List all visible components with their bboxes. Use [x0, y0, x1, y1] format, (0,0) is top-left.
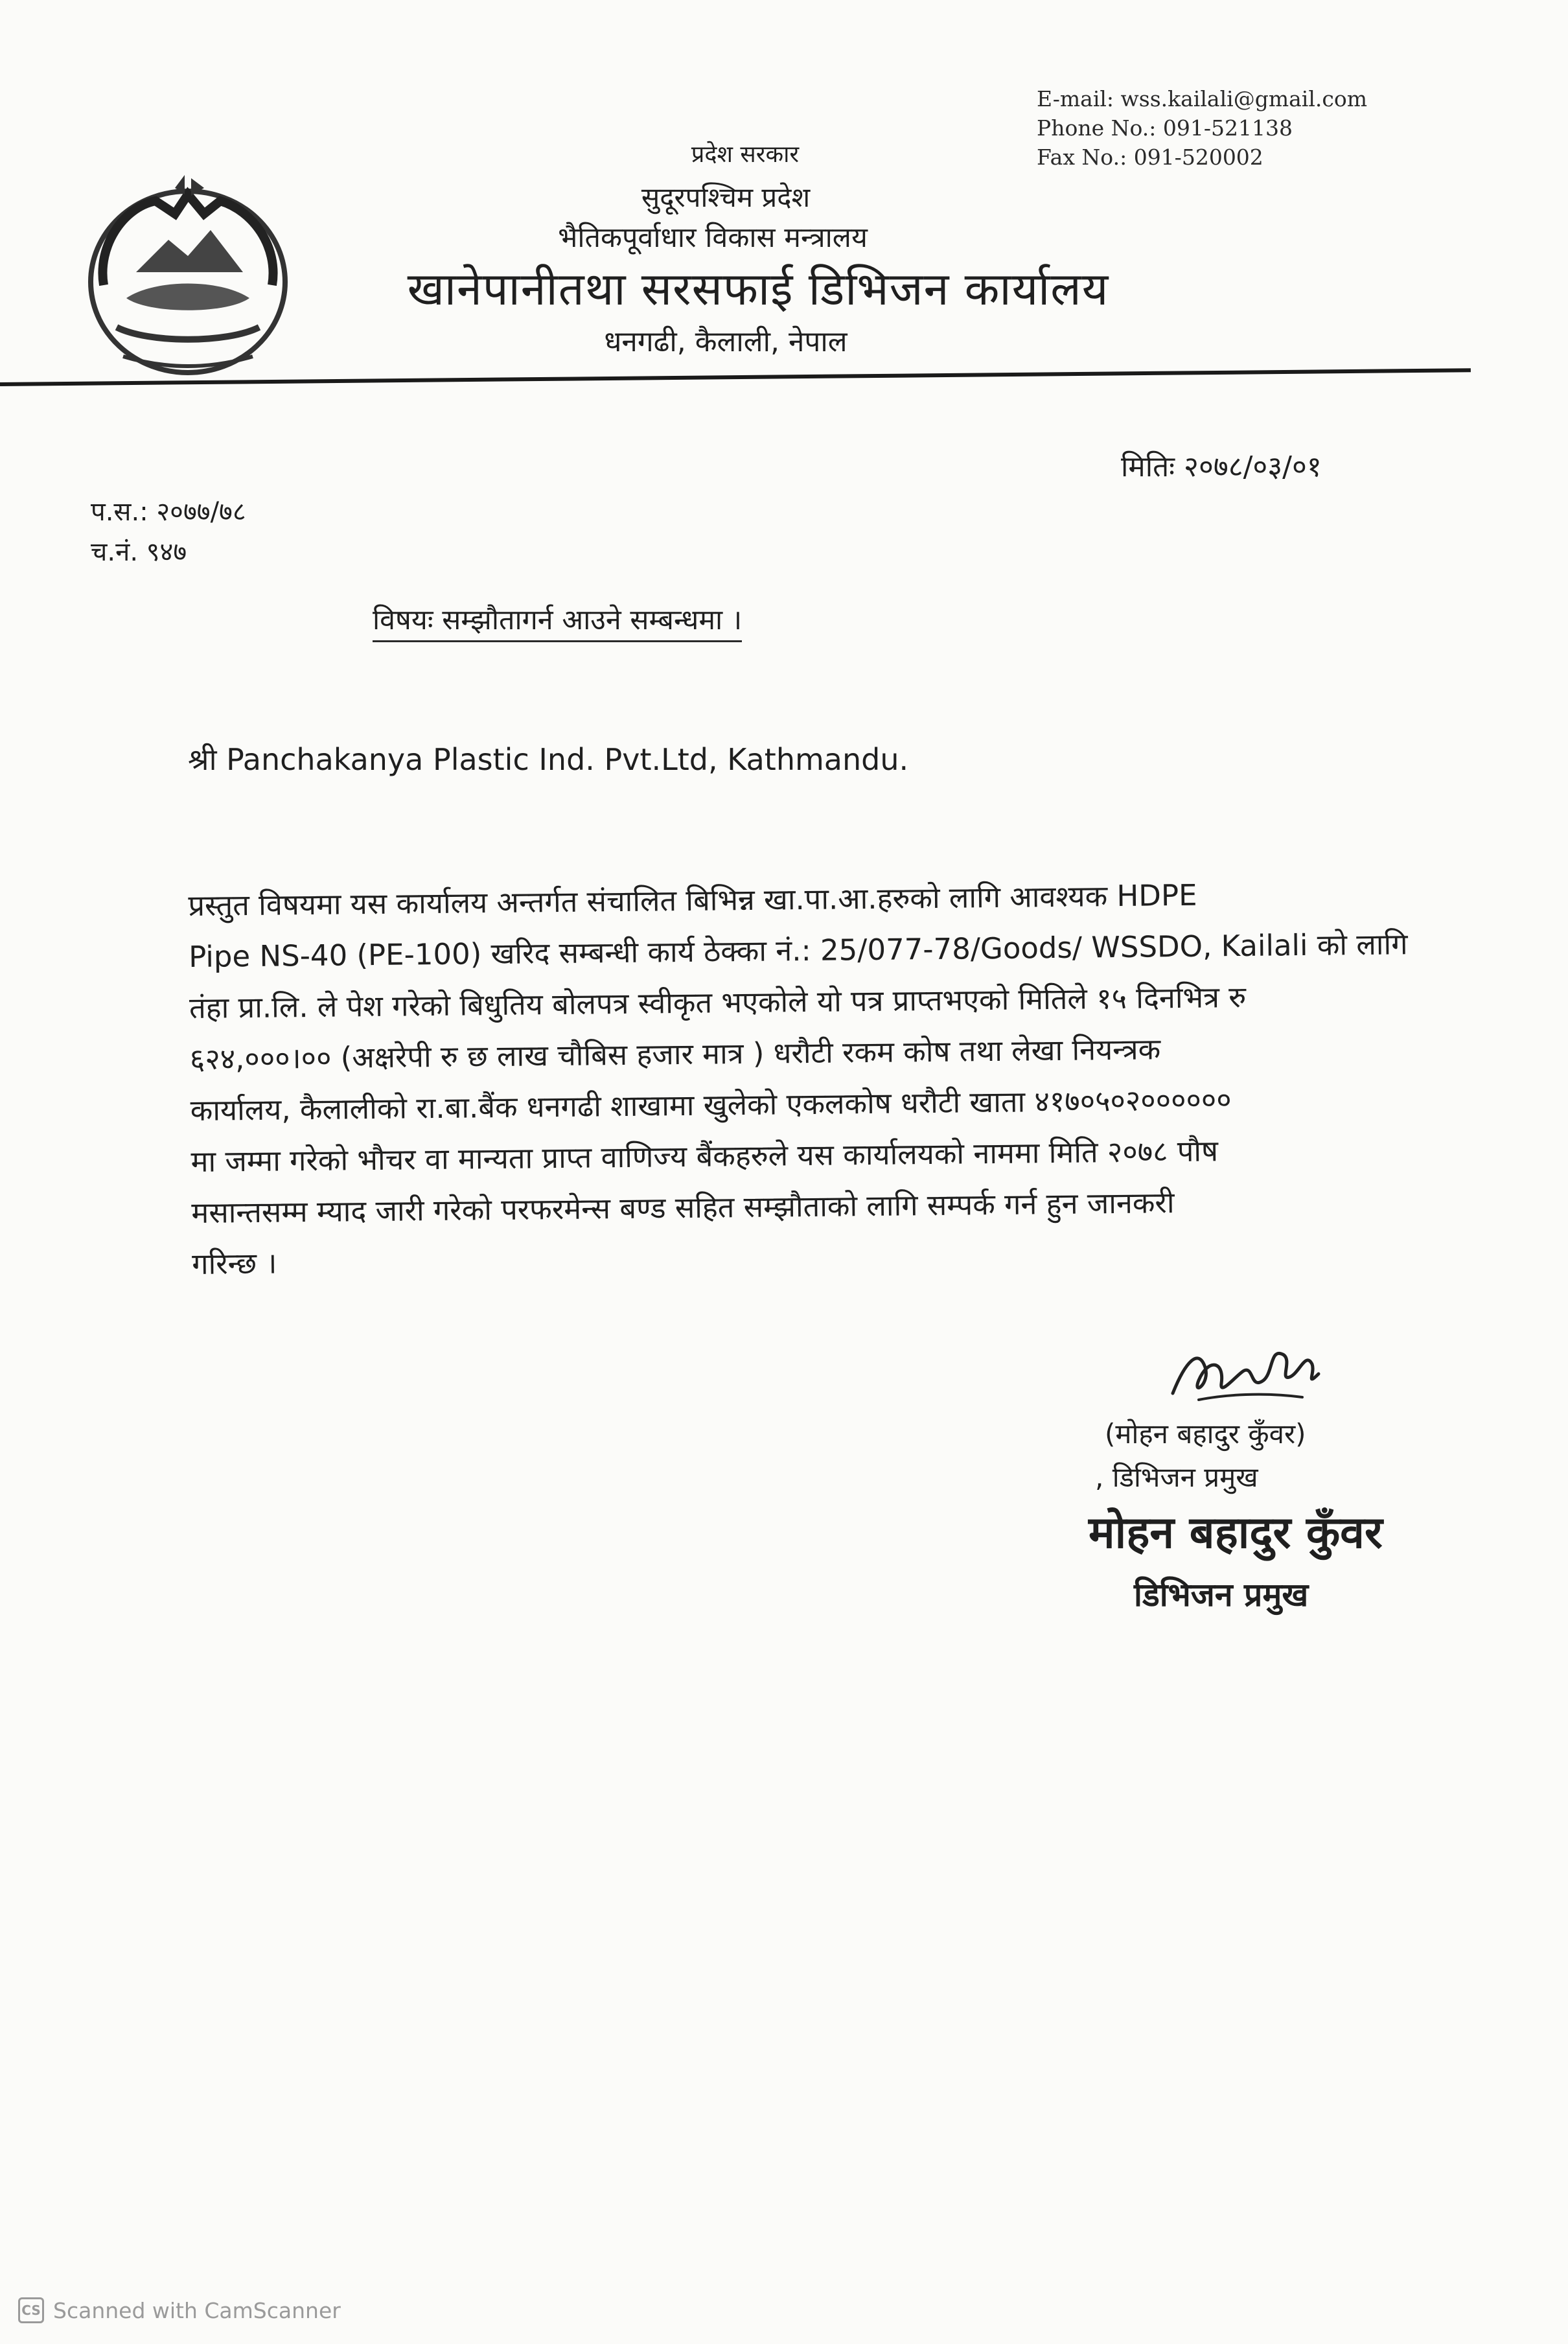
body-line: तंहा प्रा.लि. ले पेश गरेको बिधुतिय बोलपत्र स्वीकृत भएकोले यो पत्र प्राप्तभएको मितिले १५ दिनभित्र रु	[189, 979, 1247, 1025]
body-line: Pipe NS-40 (PE-100) खरिद सम्बन्धी कार्य ठेक्का नं.: 25/077-78/Goods/ WSSDO, Kailali को लागि	[188, 927, 1408, 974]
handwritten-signature	[1160, 1335, 1328, 1419]
letter-date: मितिः २०७८/०३/०१	[1121, 450, 1322, 483]
body-line: ६२४,०००।०० (अक्षरेपी रु छ लाख चौबिस हजार मात्र ) धरौटी रकम कोष तथा लेखा नियन्त्रक	[189, 1032, 1161, 1076]
addressee: श्री Panchakanya Plastic Ind. Pvt.Ltd, Kathmandu.	[188, 742, 909, 777]
reference-fiscal-year: प.स.: २०७७/७८	[91, 497, 246, 527]
scanner-watermark	[18, 2297, 341, 2323]
signatory-title: , डिभिजन प्रमुख	[1095, 1461, 1258, 1493]
body-line: प्रस्तुत विषयमा यस कार्यालय अन्तर्गत संचालित बिभिन्न खा.पा.आ.हरुको लागि आवश्यक HDPE	[188, 877, 1197, 923]
camscanner-icon: CS	[18, 2297, 44, 2323]
header-office-name: खानेपानीतथा सरसफाई डिभिजन कार्यालय	[407, 262, 1109, 316]
contact-fax: Fax No.: 091-520002	[1037, 145, 1263, 170]
header-province-government: प्रदेश सरकार	[691, 141, 800, 168]
body-line: मसान्तसम्म म्याद जारी गरेको परफरमेन्स बण्ड सहित सम्झौताको लागि सम्पर्क गर्न हुन जानकरी	[191, 1185, 1175, 1230]
dispatch-number: च.नं. ९४७	[91, 537, 187, 567]
signatory-name: (मोहन बहादुर कुँवर)	[1105, 1418, 1306, 1450]
body-line: कार्यालय, कैलालीको रा.बा.बैंक धनगढी शाखामा खुलेको एकलकोष धरौटी खाता ४१७०५०२००००००	[190, 1082, 1232, 1128]
contact-email: E-mail: wss.kailali@gmail.com	[1037, 86, 1368, 111]
body-line: मा जम्मा गरेको भौचर वा मान्यता प्राप्त वाणिज्य बैंकहरुले यस कार्यालयको नाममा मिति २०७८ पौष	[190, 1133, 1219, 1179]
header-ministry: भैतिकपूर्वाधार विकास मन्त्रालय	[558, 222, 868, 254]
scanner-text: Scanned with CamScanner	[53, 2297, 341, 2323]
stamp-title: डिभिजन प्रमुख	[1134, 1576, 1309, 1614]
letter-body	[188, 866, 1514, 1290]
header-location: धनगढी, कैलाली, नेपाल	[604, 325, 847, 358]
header-province-name: सुदूरपश्चिम प्रदेश	[641, 181, 811, 213]
stamp-name: मोहन बहादुर कुँवर	[1089, 1507, 1383, 1559]
body-line: गरिन्छ ।	[191, 1246, 277, 1281]
letter-subject: विषयः सम्झौतागर्न आउने सम्बन्धमा ।	[373, 599, 742, 642]
contact-phone: Phone No.: 091-521138	[1037, 115, 1293, 141]
